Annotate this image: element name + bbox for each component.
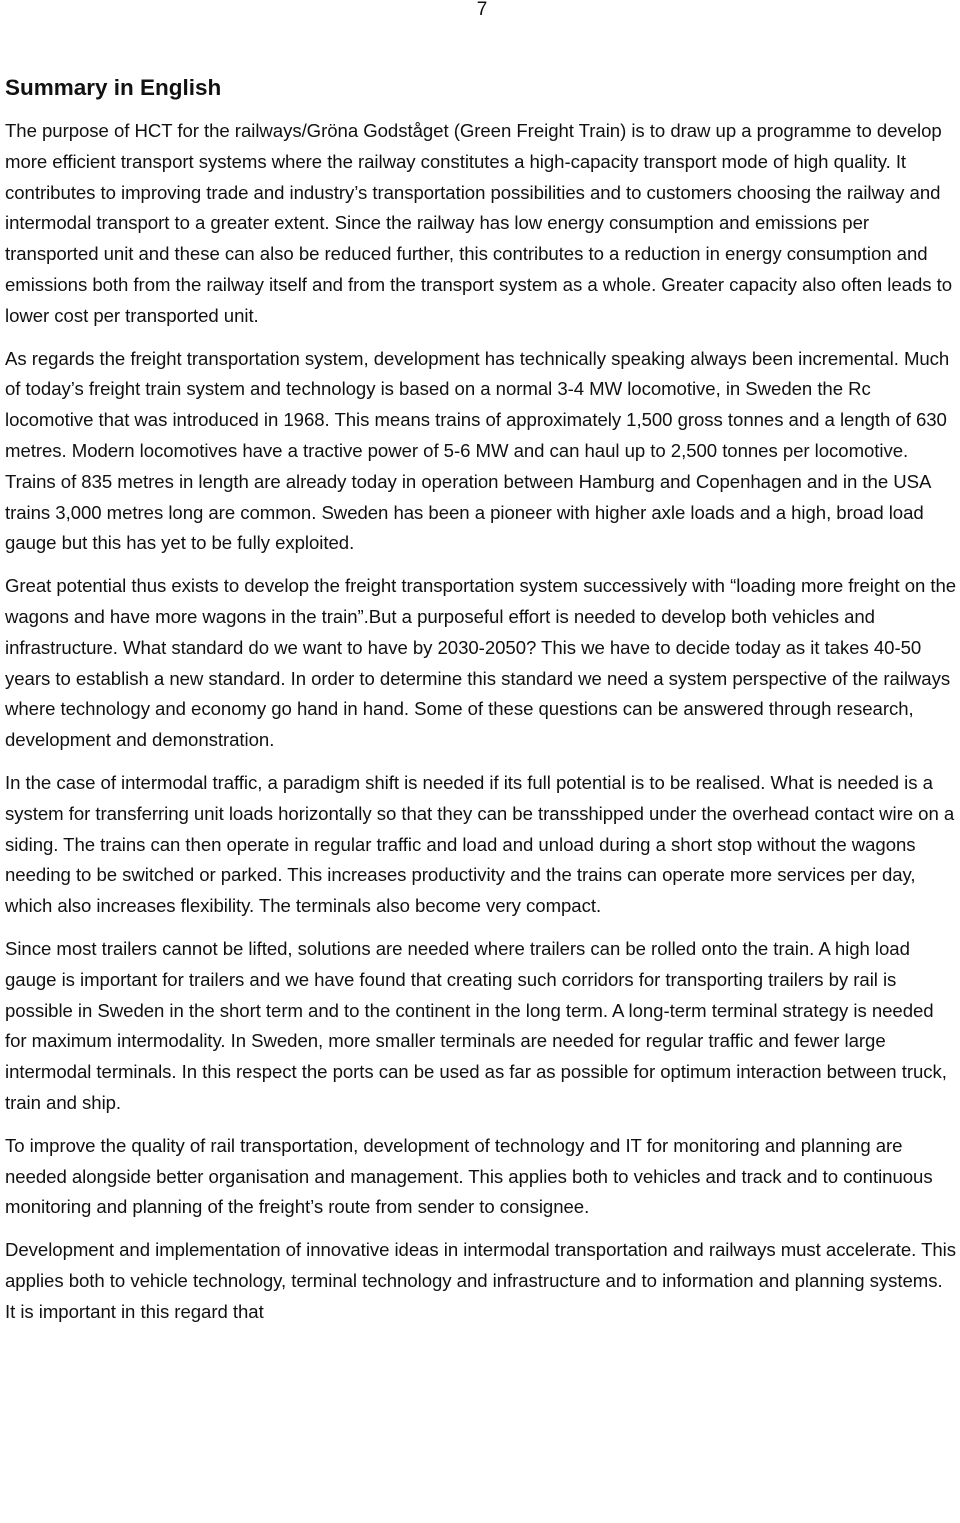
paragraph-purpose: The purpose of HCT for the railways/Gröna Godståget (Green Freight Train) is to draw up a programme to develop more efficient transport systems where the railway constitutes a high-capacity transport mode of high quality. It contributes to improving trade and industry’s transportation possibilities and to customers choosing the railway and intermodal transport to a greater extent. Since the railway has low energy consumption and emissions per transported unit and these can also be reduced further, this contributes to a reduction in energy consumption and emissions both from the railway itself and from the transport system as a whole. Greater capacity also often leads to lower cost per transported unit.	[5, 120, 952, 326]
paragraph-trailers: Since most trailers cannot be lifted, solutions are needed where trailers can be rolled onto the train. A high load gauge is important for trailers and we have found that creating such corridors for transporting trailers by rail is possible in Sweden in the short term and to the continent in the long term. A long-term terminal strategy is needed for maximum intermodality. In Sweden, more smaller terminals are needed for regular traffic and fewer large intermodal terminals. In this respect the ports can be used as far as possible for optimum interaction between truck, train and ship.	[5, 937, 947, 1113]
page-number: 7	[476, 0, 488, 20]
paragraph-quality: To improve the quality of rail transportation, development of technology and IT for monitoring and planning are needed alongside better organisation and management. This applies both to vehicles and track and to continuous monitoring and planning of the freight’s route from sender to consignee.	[5, 1134, 933, 1218]
section-heading: Summary in English	[5, 75, 222, 100]
document-body	[5, 70, 957, 1339]
paragraph-freight-system: As regards the freight transportation system, development has technically speaking always been incremental. Much of today’s freight train system and technology is based on a normal 3-4 MW locomotive, in Sweden the Rc locomotive that was introduced in 1968. This means trains of approximately 1,500 gross tonnes and a length of 630 metres. Modern locomotives have a tractive power of 5-6 MW and can haul up to 2,500 tonnes per locomotive. Trains of 835 metres in length are already today in operation between Hamburg and Copenhagen and in the USA trains 3,000 metres long are common. Sweden has been a pioneer with higher axle loads and a high, broad load gauge but this has yet to be fully exploited.	[5, 347, 950, 554]
paragraph-potential: Great potential thus exists to develop the freight transportation system successively with “loading more freight on the wagons and have more wagons in the train”.But a purposeful effort is needed to develop both vehicles and infrastructure. What standard do we want to have by 2030-2050? This we have to decide today as it takes 40-50 years to establish a new standard. In order to determine this standard we need a system perspective of the railways where technology and economy go hand in hand. Some of these questions can be answered through research, development and demonstration.	[5, 575, 957, 751]
paragraph-intermodal: In the case of intermodal traffic, a paradigm shift is needed if its full potential is to be realised. What is needed is a system for transferring unit loads horizontally so that they can be transshipped under the overhead contact wire on a siding. The trains can then operate in regular traffic and load and unload during a short stop without the wagons needing to be switched or parked. This increases productivity and the trains can operate more services per day, which also increases flexibility. The terminals also become very compact.	[5, 771, 955, 917]
paragraph-innovation: Development and implementation of innovative ideas in intermodal transportation and railways must accelerate. This applies both to vehicle technology, terminal technology and infrastructure and to information and planning systems. It is important in this regard that	[5, 1239, 957, 1322]
